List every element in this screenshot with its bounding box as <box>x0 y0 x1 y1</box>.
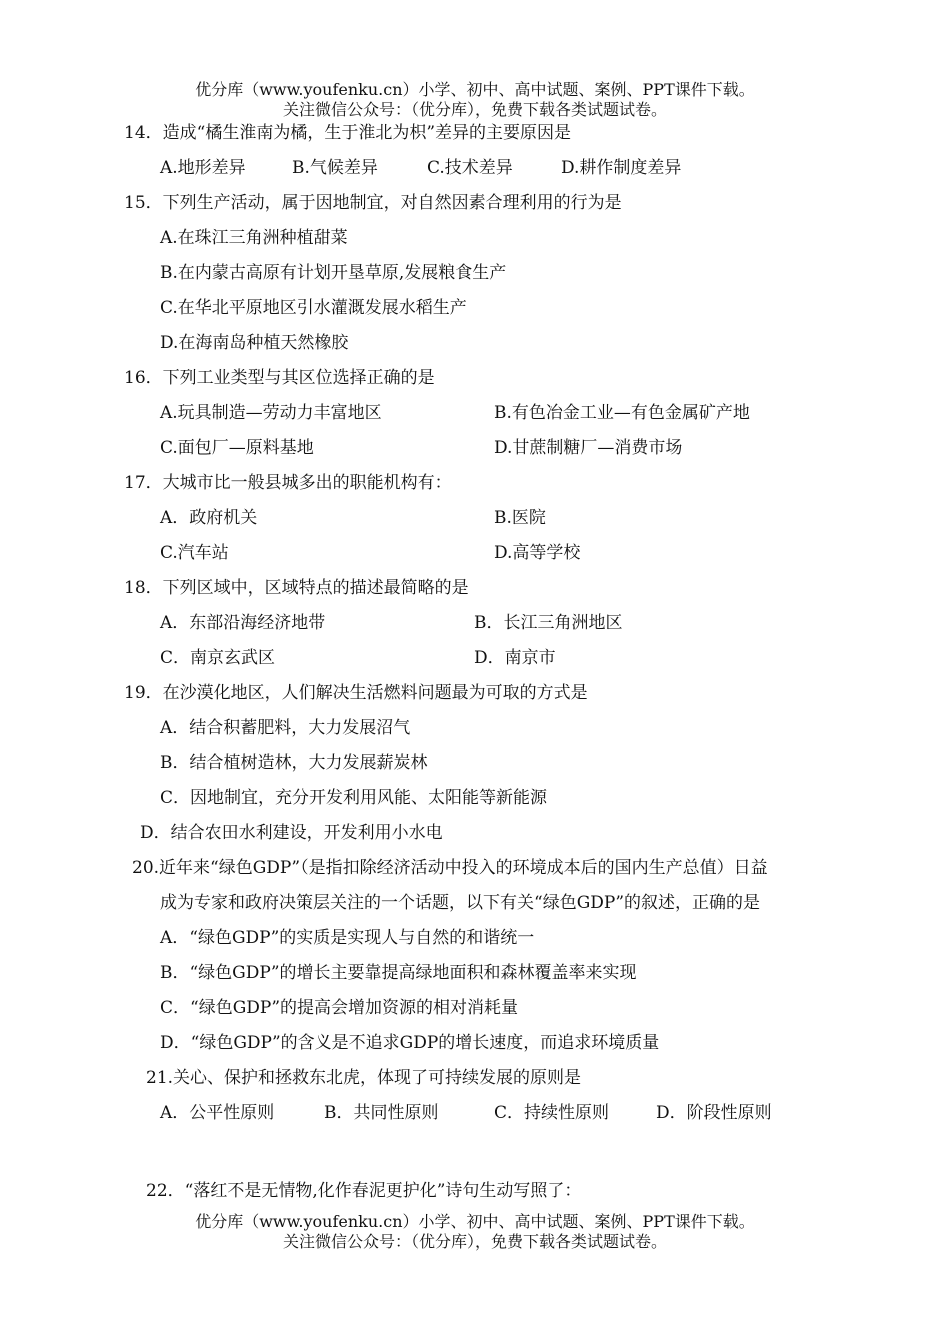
question-14-option-a: A.地形差异 <box>160 158 246 178</box>
question-21-option-d: D．阶段性原则 <box>656 1103 772 1123</box>
question-16-option-c: C.面包厂—原料基地 <box>160 438 314 458</box>
question-14-option-d: D.耕作制度差异 <box>561 158 682 178</box>
footer-line-1: 优分库（www.youfenku.cn）小学、初中、高中试题、案例、PPT课件下载。 <box>195 1212 755 1231</box>
question-21-stem: 21.关心、保护和拯救东北虎，体现了可持续发展的原则是 <box>146 1068 582 1088</box>
question-14-stem: 14．造成“橘生淮南为橘，生于淮北为枳”差异的主要原因是 <box>124 123 572 143</box>
question-21-option-a: A．公平性原则 <box>160 1103 275 1123</box>
question-20-option-b: B．“绿色GDP”的增长主要靠提高绿地面积和森林覆盖率来实现 <box>160 963 637 983</box>
question-19-option-d: D．结合农田水利建设，开发利用小水电 <box>140 823 443 843</box>
footer-line-2: 关注微信公众号：（优分库），免费下载各类试题试卷。 <box>282 1232 667 1251</box>
question-16-option-d: D.甘蔗制糖厂—消费市场 <box>494 438 683 458</box>
question-19-option-c: C．因地制宜，充分开发利用风能、太阳能等新能源 <box>160 788 548 808</box>
question-14-option-b: B.气候差异 <box>292 158 378 178</box>
question-17-option-d: D.高等学校 <box>494 543 581 563</box>
question-17-option-b: B.医院 <box>494 508 546 528</box>
question-21-option-c: C．持续性原则 <box>494 1103 610 1123</box>
question-21-option-b: B．共同性原则 <box>324 1103 439 1123</box>
question-18-option-b: B．长江三角洲地区 <box>474 613 623 633</box>
question-20-option-d: D．“绿色GDP”的含义是不追求GDP的增长速度，而追求环境质量 <box>160 1033 660 1053</box>
question-15-option-b: B.在内蒙古高原有计划开垦草原,发展粮食生产 <box>160 263 507 283</box>
question-15-option-a: A.在珠江三角洲种植甜菜 <box>160 228 348 248</box>
question-15-stem: 15．下列生产活动，属于因地制宜，对自然因素合理利用的行为是 <box>124 193 622 213</box>
question-18-option-d: D．南京市 <box>474 648 556 668</box>
question-19-option-b: B．结合植树造林，大力发展薪炭林 <box>160 753 428 773</box>
question-15-option-c: C.在华北平原地区引水灌溉发展水稻生产 <box>160 298 467 318</box>
question-19-stem: 19．在沙漠化地区，人们解决生活燃料问题最为可取的方式是 <box>124 683 588 703</box>
header-line-1: 优分库（www.youfenku.cn）小学、初中、高中试题、案例、PPT课件下载。 <box>195 80 755 99</box>
question-16-stem: 16．下列工业类型与其区位选择正确的是 <box>124 368 435 388</box>
question-20-option-c: C．“绿色GDP”的提高会增加资源的相对消耗量 <box>160 998 519 1018</box>
question-18-stem: 18．下列区域中，区域特点的描述最简略的是 <box>124 578 469 598</box>
question-16-option-b: B.有色冶金工业—有色金属矿产地 <box>494 403 750 423</box>
question-20-option-a: A．“绿色GDP”的实质是实现人与自然的和谐统一 <box>160 928 535 948</box>
question-15-option-d: D.在海南岛种植天然橡胶 <box>160 333 349 353</box>
question-18-option-a: A．东部沿海经济地带 <box>160 613 326 633</box>
question-17-option-a: A．政府机关 <box>160 508 258 528</box>
question-19-option-a: A．结合积蓄肥料，大力发展沼气 <box>160 718 411 738</box>
header-line-2: 关注微信公众号：（优分库），免费下载各类试题试卷。 <box>282 100 667 119</box>
question-17-stem: 17．大城市比一般县城多出的职能机构有： <box>124 473 452 493</box>
question-22-stem: 22．“落红不是无情物,化作春泥更护化”诗句生动写照了： <box>146 1181 582 1201</box>
question-14-option-c: C.技术差异 <box>427 158 513 178</box>
question-20-stem: 20.近年来“绿色GDP”（是指扣除经济活动中投入的环境成本后的国内生产总值）日益 <box>132 858 768 878</box>
question-17-option-c: C.汽车站 <box>160 543 229 563</box>
question-18-option-c: C．南京玄武区 <box>160 648 276 668</box>
question-20-stem-continued: 成为专家和政府决策层关注的一个话题，以下有关“绿色GDP”的叙述，正确的是 <box>160 893 761 913</box>
question-16-option-a: A.玩具制造—劳动力丰富地区 <box>160 403 382 423</box>
